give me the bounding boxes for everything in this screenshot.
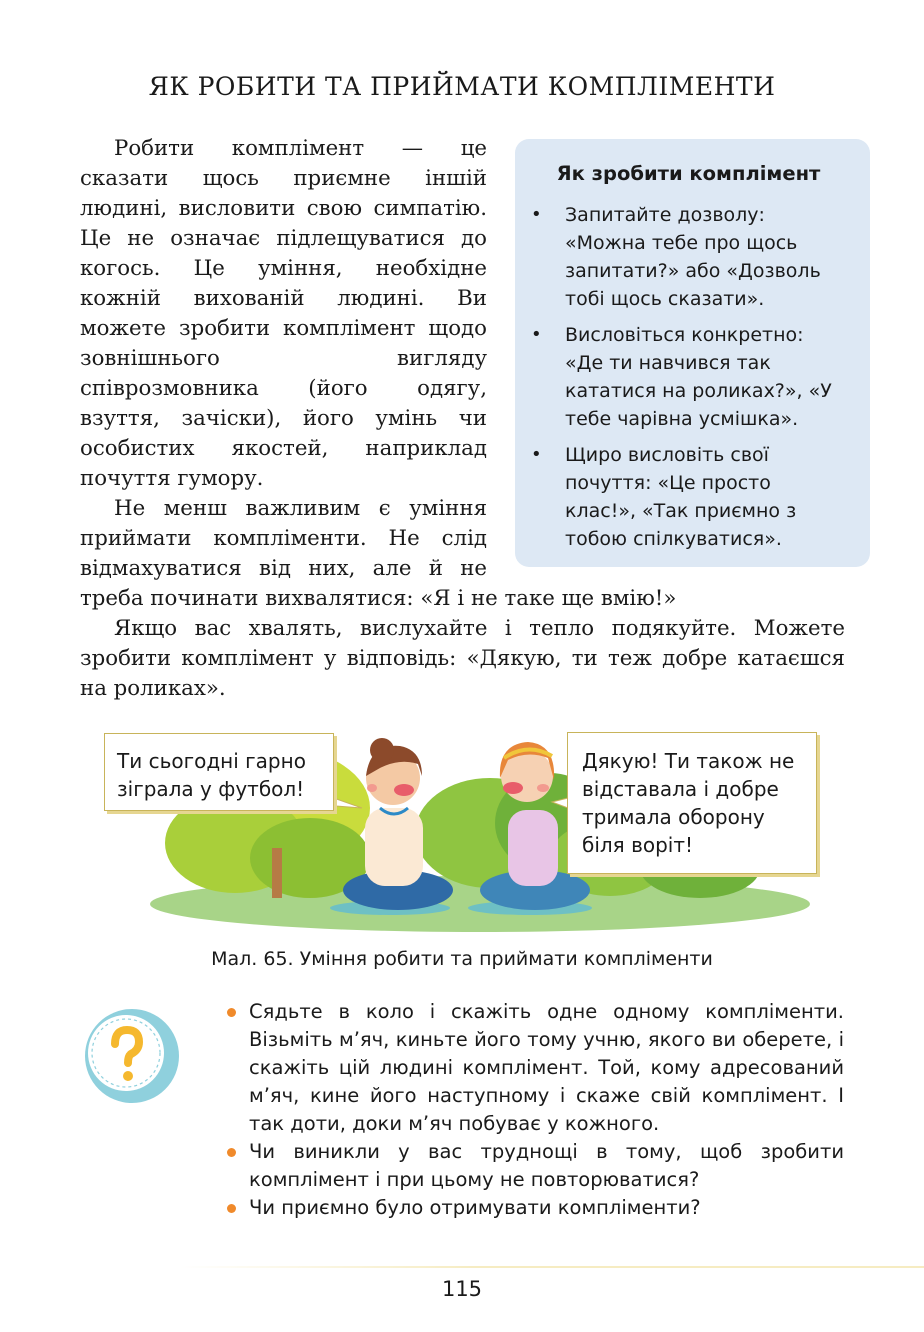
task-list: [226, 998, 844, 1222]
speech-bubble-reply: Дякую! Ти також не відставала і добре тримала оборону біля воріт!: [567, 732, 817, 874]
tip-box-title: Як зробити комплімент: [556, 162, 821, 185]
task-text: Чи виникли у вас труднощі в тому, щоб зробити комплімент і при цьому не повторюватися?: [249, 1140, 844, 1191]
tip-item: • Щиро висловіть свої почуття: «Це просто клас!», «Так приємно з тобою спілкуватися».: [531, 441, 846, 553]
bullet-dot: [227, 1204, 236, 1213]
tip-box: [515, 139, 870, 567]
question-mark-icon: [84, 1008, 180, 1104]
tip-item: • Висловіться конкретно: «Де ти навчився так кататися на роликах?», «У тебе чарівна усмішка».: [531, 321, 846, 433]
paragraph: Якщо вас хвалять, вислухайте і тепло подякуйте. Можете зробити комплімент у відповідь: «Дякую, ти теж добре катаєшся на роликах».: [80, 616, 845, 701]
task-text: Чи приємно було отримувати компліменти?: [249, 1196, 701, 1219]
tip-item: • Запитайте дозволу: «Можна тебе про щось запитати?» або «Дозволь тобі щось сказати».: [531, 201, 846, 313]
footer-divider: [180, 1266, 924, 1268]
page-title: ЯК РОБИТИ ТА ПРИЙМАТИ КОМПЛІМЕНТИ: [148, 72, 776, 101]
speech-bubble-compliment: Ти сьогодні гарно зіграла у футбол!: [104, 733, 334, 811]
page-number: 115: [441, 1277, 483, 1301]
tip-list: [531, 201, 846, 553]
task-item: [226, 1138, 844, 1194]
paragraph: Робити комплімент — це сказати щось приємне іншій людині, висловити свою симпатію. Це не означає підлещуватися до когось. Це уміння, необхідне кожній вихованій людині. Ви можете зробити комплімент щодо зовнішнього вигляду співрозмовника (його одягу, взуття, зачіски), його умінь чи особистих якостей, наприклад почуття гумору.: [80, 136, 487, 491]
intro-text: [80, 134, 845, 704]
task-item: [226, 998, 844, 1138]
task-text: Сядьте в коло і скажіть одне одному компліменти. Візьміть м’яч, киньте його тому учню, якого ви оберете, і скажіть цій людині комплімент. Той, кому адресований м’яч, кине його наступному і скаже свій комплімент. І так доти, доки м’яч побуває у кожного.: [249, 1000, 844, 1135]
illustration: [100, 728, 830, 936]
bullet-dot: [227, 1008, 236, 1017]
task-item: [226, 1194, 844, 1222]
figure-caption: Мал. 65. Уміння робити та приймати компліменти: [211, 948, 713, 970]
paragraph: Не менш важливим є уміння приймати компліменти. Не слід відмахуватися від них, але й не треба починати вихвалятися: «Я і не таке ще вмію!»: [80, 496, 677, 611]
bullet-dot: [227, 1148, 236, 1157]
